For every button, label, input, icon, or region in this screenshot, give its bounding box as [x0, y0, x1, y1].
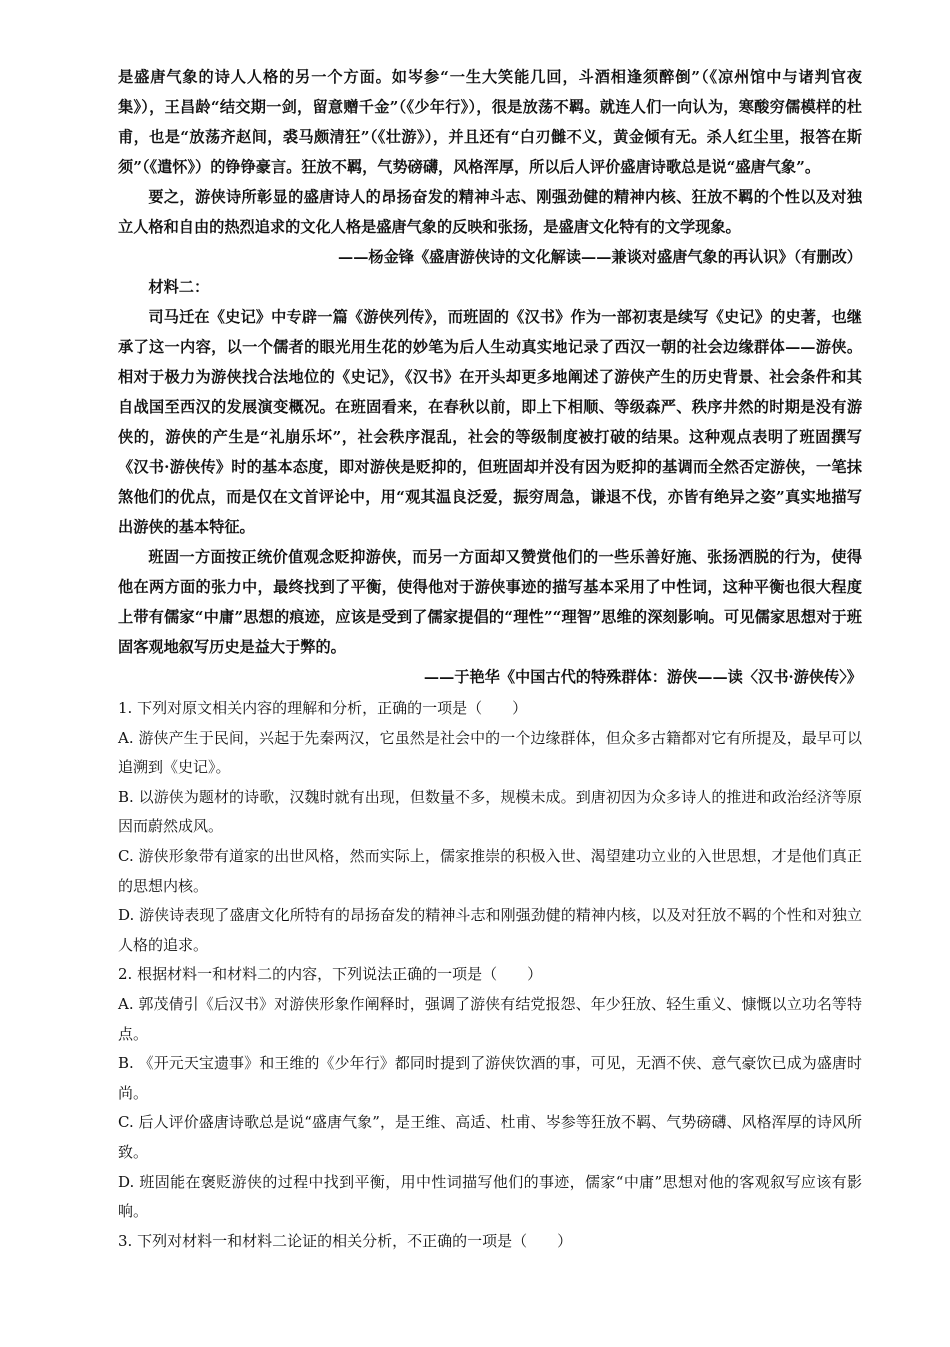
question-stem: 3. 下列对材料一和材料二论证的相关分析，不正确的一项是（ ） [118, 1231, 573, 1250]
material-one-paragraph: 是盛唐气象的诗人人格的另一个方面。如岑参“一生大笑能几回，斗酒相逢须醉倒”（《凉州馆中与诸判官夜集》），王昌龄“结交期一剑，留意赠千金”（《少年行》），很是放荡不羁。就连人们一向认为，寒酸穷儒模样的杜甫，也是“放荡齐赵间，裘马颇清狂”（《壮游》），并且还有“白刃雠不义，黄金倾有无。杀人红尘里，报答在斯须”（《遣怀》）的铮铮豪言。狂放不羁，气势磅礴，风格浑厚，所以后人评价盛唐诗歌总是说“盛唐气象”。 [118, 68, 862, 176]
material-two [118, 272, 862, 692]
question-option: A. 郭茂倩引《后汉书》对游侠形象作阐释时，强调了游侠有结党报怨、年少狂放、轻生重义、慷慨以立功名等特点。 [118, 994, 862, 1043]
question-option: B. 以游侠为题材的诗歌，汉魏时就有出现，但数量不多，规模未成。到唐初因为众多诗人的推进和政治经济等原因而蔚然成风。 [118, 787, 862, 836]
material-one-paragraph: 要之，游侠诗所彰显的盛唐诗人的昂扬奋发的精神斗志、刚强劲健的精神内核、狂放不羁的个性以及对独立人格和自由的热烈追求的文化人格是盛唐气象的反映和张扬，是盛唐文化特有的文学现象。 [118, 188, 862, 236]
material-one [118, 62, 862, 272]
question-option: A. 游侠产生于民间，兴起于先秦两汉，它虽然是社会中的一个边缘群体，但众多古籍都对它有所提及，最早可以追溯到《史记》。 [118, 728, 862, 777]
material-two-source: ——于艳华《中国古代的特殊群体：游侠——读〈汉书·游侠传〉》 [423, 668, 862, 686]
material-one-source: ——杨金锋《盛唐游侠诗的文化解读——兼谈对盛唐气象的再认识》（有删改） [338, 248, 862, 266]
question-option: C. 游侠形象带有道家的出世风格，然而实际上，儒家推崇的积极入世、渴望建功立业的入世思想，才是他们真正的思想内核。 [118, 846, 862, 895]
question-stem: 2. 根据材料一和材料二的内容，下列说法正确的一项是（ ） [118, 965, 543, 984]
material-two-paragraph: 班固一方面按正统价值观念贬抑游侠，而另一方面却又赞赏他们的一些乐善好施、张扬洒脱的行为，使得他在两方面的张力中，最终找到了平衡，使得他对于游侠事迹的描写基本采用了中性词，这种平衡也很大程度上带有儒家“中庸”思想的痕迹，应该是受到了儒家提倡的“理性”“理智”思维的深刻影响。可见儒家思想对于班固客观地叙写历史是益大于弊的。 [118, 548, 862, 656]
question-option: D. 班固能在褒贬游侠的过程中找到平衡，用中性词描写他们的事迹，儒家“中庸”思想对他的客观叙写应该有影响。 [118, 1172, 862, 1221]
question-stem: 1. 下列对原文相关内容的理解和分析，正确的一项是（ ） [118, 699, 528, 717]
question-option: D. 游侠诗表现了盛唐文化所特有的昂扬奋发的精神斗志和刚强劲健的精神内核，以及对狂放不羁的个性和对独立人格的追求。 [118, 906, 862, 954]
question-option: C. 后人评价盛唐诗歌总是说“盛唐气象”，是王维、高适、杜甫、岑参等狂放不羁、气势磅礴、风格浑厚的诗风所致。 [118, 1113, 862, 1161]
material-two-heading: 材料二： [148, 278, 210, 296]
material-two-paragraph: 司马迁在《史记》中专辟一篇《游侠列传》，而班固的《汉书》作为一部初衷是续写《史记》的史著，也继承了这一内容，以一个儒者的眼光用生花的妙笔为后人生动真实地记录了西汉一朝的社会边缘群体——游侠。相对于极力为游侠找合法地位的《史记》，《汉书》在开头却更多地阐述了游侠产生的历史背景、社会条件和其自战国至西汉的发展演变概况。在班固看来，在春秋以前，即上下相顺、等级森严、秩序井然的时期是没有游侠的，游侠的产生是“礼崩乐坏”，社会秩序混乱，社会的等级制度被打破的结果。这种观点表明了班固撰写《汉书·游侠传》时的基本态度，即对游侠是贬抑的，但班固却并没有因为贬抑的基调而全然否定游侠，一笔抹煞他们的优点，而是仅在文首评论中，用“观其温良泛爱，振穷周急，谦退不伐，亦皆有绝异之姿”真实地描写出游侠的基本特征。 [118, 308, 862, 536]
questions-section [118, 694, 862, 1256]
question-option: B. 《开元天宝遗事》和王维的《少年行》都同时提到了游侠饮酒的事，可见，无酒不侠、意气豪饮已成为盛唐时尚。 [118, 1054, 862, 1102]
